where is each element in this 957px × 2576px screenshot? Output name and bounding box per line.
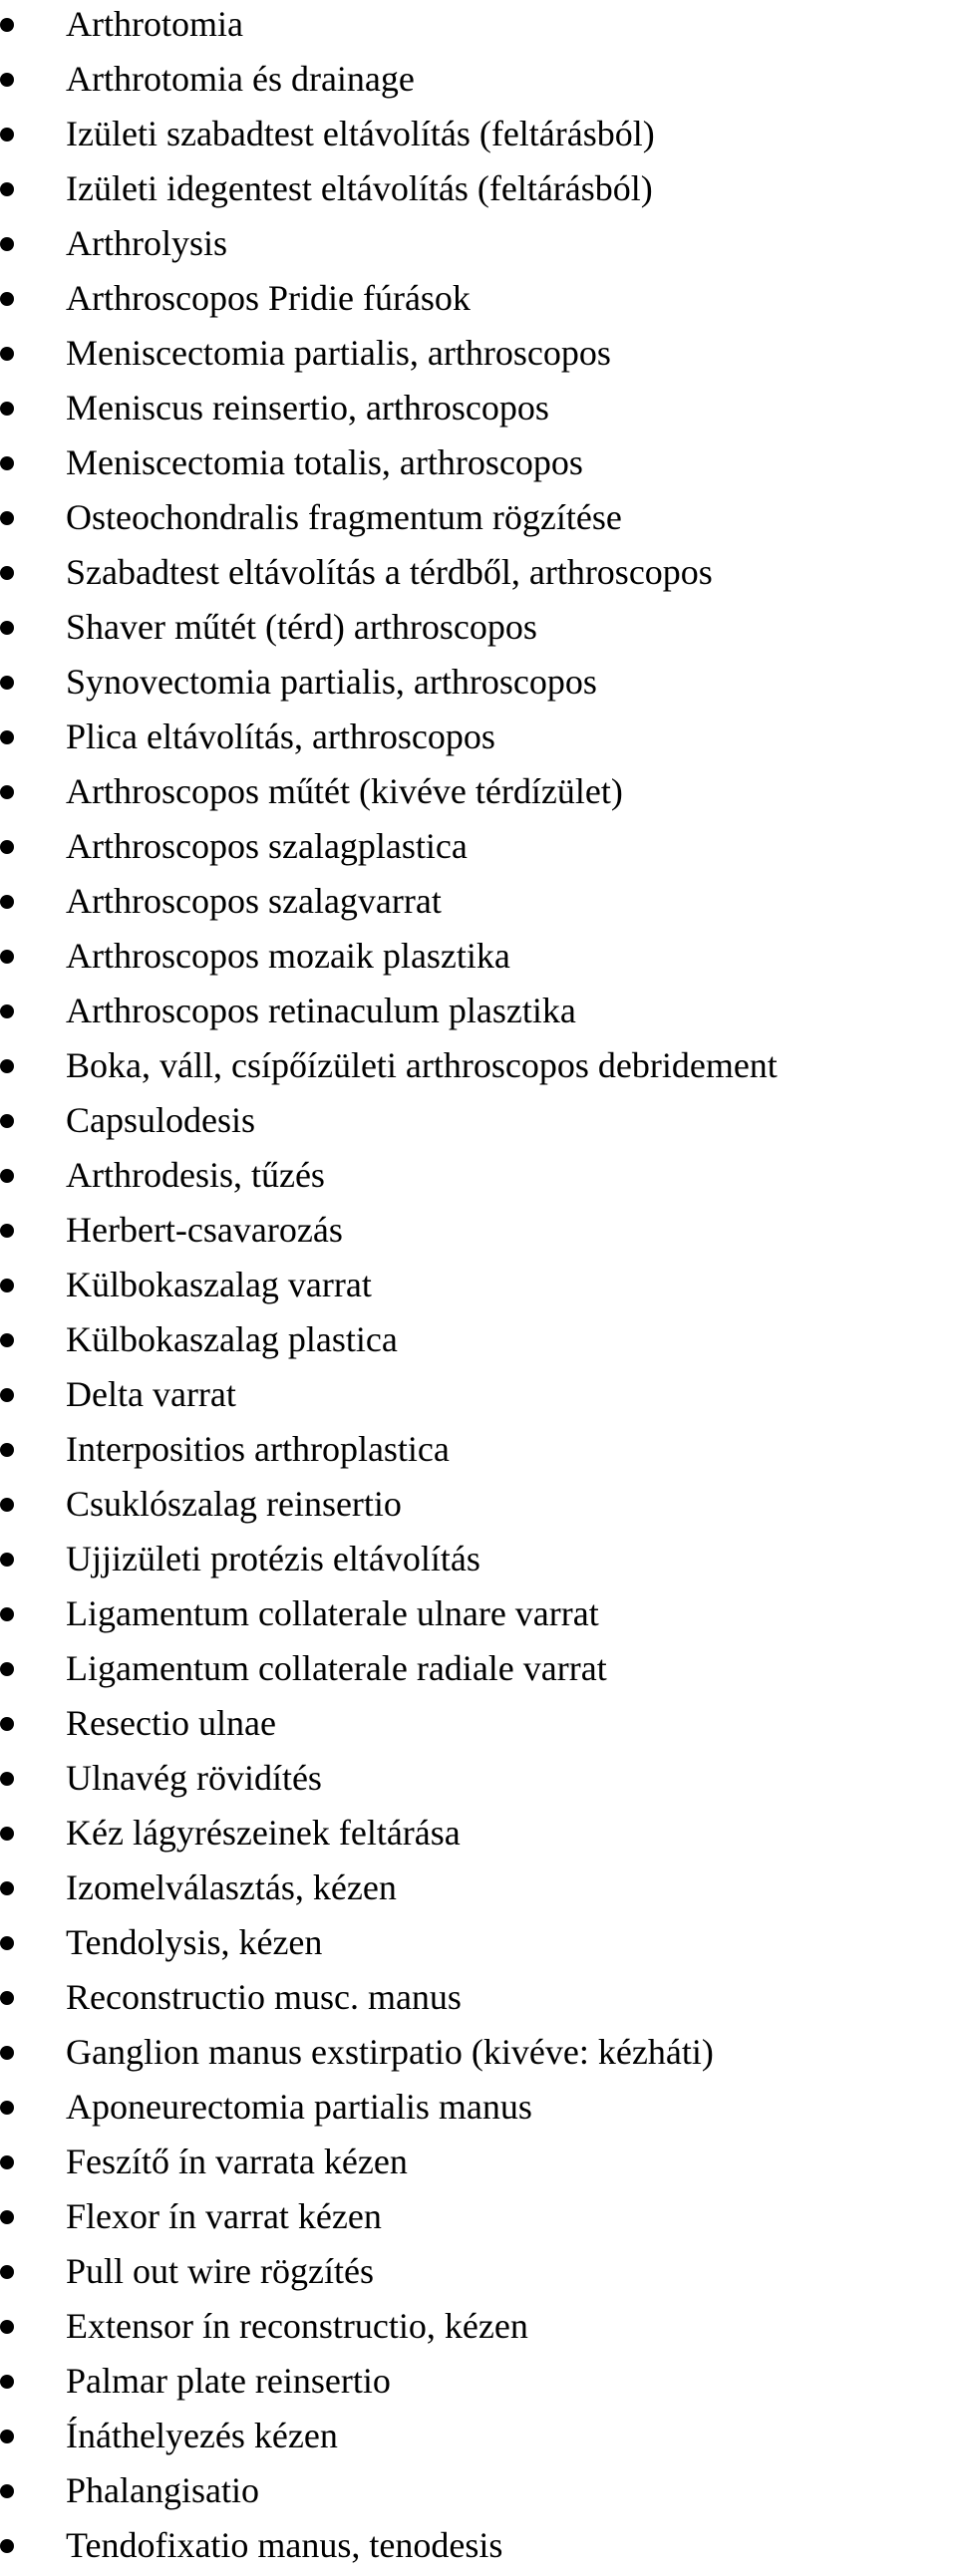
bullet-dot-icon (0, 237, 14, 251)
list-item (0, 110, 957, 164)
list-item-text: Delta varrat (66, 1374, 236, 1414)
bullet-dot-icon (0, 1936, 14, 1950)
list-item-text: Ínáthelyezés kézen (66, 2416, 338, 2455)
list-item (0, 219, 957, 274)
list-item-text: Herbert-csavarozás (66, 1210, 343, 1250)
bullet-dot-icon (0, 2155, 14, 2169)
list-item (0, 0, 957, 55)
list-item-text: Meniscectomia partialis, arthroscopos (66, 333, 611, 373)
bullet-dot-icon (0, 950, 14, 964)
list-item (0, 493, 957, 548)
list-item (0, 1589, 957, 1644)
bullet-dot-icon (0, 1662, 14, 1676)
bullet-dot-icon (0, 895, 14, 909)
list-item-text: Synovectomia partialis, arthroscopos (66, 662, 597, 702)
list-item-text: Flexor ín varrat kézen (66, 2196, 382, 2236)
list-item (0, 603, 957, 658)
list-item (0, 1535, 957, 1589)
list-item-text: Interpositios arthroplastica (66, 1429, 450, 1469)
bullet-dot-icon (0, 621, 14, 635)
list-item (0, 2357, 957, 2412)
bullet-dot-icon (0, 2430, 14, 2443)
list-item-text: Csuklószalag reinsertio (66, 1484, 402, 1524)
list-item-text: Izületi idegentest eltávolítás (feltárásból) (66, 168, 653, 208)
bullet-dot-icon (0, 182, 14, 196)
list-item (0, 1096, 957, 1151)
list-item (0, 438, 957, 493)
list-item-text: Meniscus reinsertio, arthroscopos (66, 388, 549, 428)
list-item (0, 932, 957, 987)
bullet-dot-icon (0, 1443, 14, 1457)
bullet-dot-icon (0, 511, 14, 525)
list-item-text: Plica eltávolítás, arthroscopos (66, 716, 495, 756)
bullet-dot-icon (0, 785, 14, 799)
bullet-dot-icon (0, 347, 14, 361)
bullet-dot-icon (0, 128, 14, 142)
bullet-dot-icon (0, 1333, 14, 1347)
list-item-text: Phalangisatio (66, 2470, 259, 2510)
list-item-text: Tendofixatio manus, tenodesis (66, 2525, 503, 2565)
bullet-dot-icon (0, 676, 14, 690)
bullet-dot-icon (0, 1991, 14, 2005)
list-item-text: Arthroscopos szalagplastica (66, 826, 468, 866)
list-item-text: Izomelválasztás, kézen (66, 1867, 397, 1907)
list-item (0, 822, 957, 877)
list-item-text: Tendolysis, kézen (66, 1922, 323, 1962)
list-item-text: Izületi szabadtest eltávolítás (feltárásból) (66, 114, 655, 153)
list-item-text: Palmar plate reinsertio (66, 2361, 391, 2401)
list-item (0, 384, 957, 438)
bullet-dot-icon (0, 1004, 14, 1018)
bullet-dot-icon (0, 1827, 14, 1841)
list-item-text: Arthroscopos retinaculum plasztika (66, 991, 576, 1030)
list-item-text: Arthrodesis, tűzés (66, 1155, 325, 1195)
list-item-text: Pull out wire rögzítés (66, 2251, 374, 2291)
bullet-dot-icon (0, 292, 14, 306)
list-item-text: Osteochondralis fragmentum rögzítése (66, 497, 622, 537)
list-item (0, 767, 957, 822)
list-item (0, 1480, 957, 1535)
list-item-text: Boka, váll, csípőízületi arthroscopos debridement (66, 1045, 778, 1085)
bullet-dot-icon (0, 1717, 14, 1731)
bullet-dot-icon (0, 1059, 14, 1073)
list-item-text: Külbokaszalag plastica (66, 1319, 398, 1359)
list-item (0, 2521, 957, 2576)
bullet-dot-icon (0, 1169, 14, 1183)
list-item-text: Arthrolysis (66, 223, 227, 263)
list-item-text: Arthroscopos műtét (kivéve térdízület) (66, 771, 623, 811)
list-item-text: Arthroscopos mozaik plasztika (66, 936, 510, 976)
list-item (0, 1809, 957, 1863)
list-item-text: Reconstructio musc. manus (66, 1977, 462, 2017)
list-item (0, 2028, 957, 2083)
list-item (0, 1315, 957, 1370)
list-item (0, 1041, 957, 1096)
list-item (0, 2192, 957, 2247)
list-item (0, 658, 957, 713)
list-item-text: Extensor ín reconstructio, kézen (66, 2306, 528, 2346)
list-item-text: Meniscectomia totalis, arthroscopos (66, 442, 583, 482)
bullet-dot-icon (0, 2320, 14, 2334)
bullet-dot-icon (0, 1279, 14, 1292)
bullet-dot-icon (0, 402, 14, 416)
bullet-dot-icon (0, 18, 14, 32)
bullet-dot-icon (0, 2484, 14, 2498)
list-item-text: Ligamentum collaterale radiale varrat (66, 1648, 607, 1688)
bullet-dot-icon (0, 1607, 14, 1621)
list-item-text: Ujjizületi protézis eltávolítás (66, 1539, 480, 1578)
list-item-text: Shaver műtét (térd) arthroscopos (66, 607, 537, 647)
list-item (0, 2466, 957, 2521)
list-item (0, 1425, 957, 1480)
list-item (0, 987, 957, 1041)
list-item-text: Szabadtest eltávolítás a térdből, arthroscopos (66, 552, 713, 592)
list-item (0, 1918, 957, 1973)
bullet-dot-icon (0, 2375, 14, 2389)
bullet-dot-icon (0, 730, 14, 744)
list-item-text: Arthroscopos szalagvarrat (66, 881, 442, 921)
list-item (0, 2302, 957, 2357)
list-item (0, 1151, 957, 1206)
list-item (0, 548, 957, 603)
list-item-text: Feszítő ín varrata kézen (66, 2142, 408, 2181)
list-item-text: Külbokaszalag varrat (66, 1265, 372, 1304)
bullet-dot-icon (0, 2265, 14, 2279)
list-item-text: Aponeurectomia partialis manus (66, 2087, 532, 2127)
bullet-dot-icon (0, 1772, 14, 1786)
list-item-text: Ligamentum collaterale ulnare varrat (66, 1593, 599, 1633)
bullet-dot-icon (0, 2101, 14, 2115)
list-item (0, 1261, 957, 1315)
list-item (0, 1206, 957, 1261)
list-item (0, 329, 957, 384)
list-item-text: Arthrotomia (66, 4, 243, 44)
bullet-dot-icon (0, 1114, 14, 1128)
list-item-text: Capsulodesis (66, 1100, 256, 1140)
list-item-text: Ganglion manus exstirpatio (kivéve: kézháti) (66, 2032, 714, 2072)
bullet-dot-icon (0, 73, 14, 87)
list-item-text: Ulnavég rövidítés (66, 1758, 322, 1798)
list-item (0, 1699, 957, 1754)
list-item (0, 1370, 957, 1425)
list-item (0, 2247, 957, 2302)
list-item-text: Kéz lágyrészeinek feltárása (66, 1813, 461, 1853)
bullet-dot-icon (0, 566, 14, 580)
list-item (0, 1754, 957, 1809)
list-item (0, 274, 957, 329)
list-item (0, 877, 957, 932)
bullet-dot-icon (0, 1498, 14, 1512)
list-item (0, 55, 957, 110)
list-item (0, 2412, 957, 2466)
bullet-dot-icon (0, 1224, 14, 1238)
bullet-dot-icon (0, 840, 14, 854)
list-item-text: Resectio ulnae (66, 1703, 276, 1743)
list-item (0, 1863, 957, 1918)
list-item (0, 164, 957, 219)
bullet-dot-icon (0, 2046, 14, 2060)
list-item (0, 1644, 957, 1699)
list-item (0, 1973, 957, 2028)
bullet-dot-icon (0, 1553, 14, 1567)
list-item (0, 2083, 957, 2138)
bullet-dot-icon (0, 1881, 14, 1895)
bullet-dot-icon (0, 2539, 14, 2553)
bullet-dot-icon (0, 1388, 14, 1402)
list-item-text: Arthrotomia és drainage (66, 59, 415, 99)
bullet-dot-icon (0, 456, 14, 470)
list-item-text: Arthroscopos Pridie fúrások (66, 278, 471, 318)
list-item (0, 713, 957, 767)
list-item (0, 2138, 957, 2192)
bullet-dot-icon (0, 2210, 14, 2224)
